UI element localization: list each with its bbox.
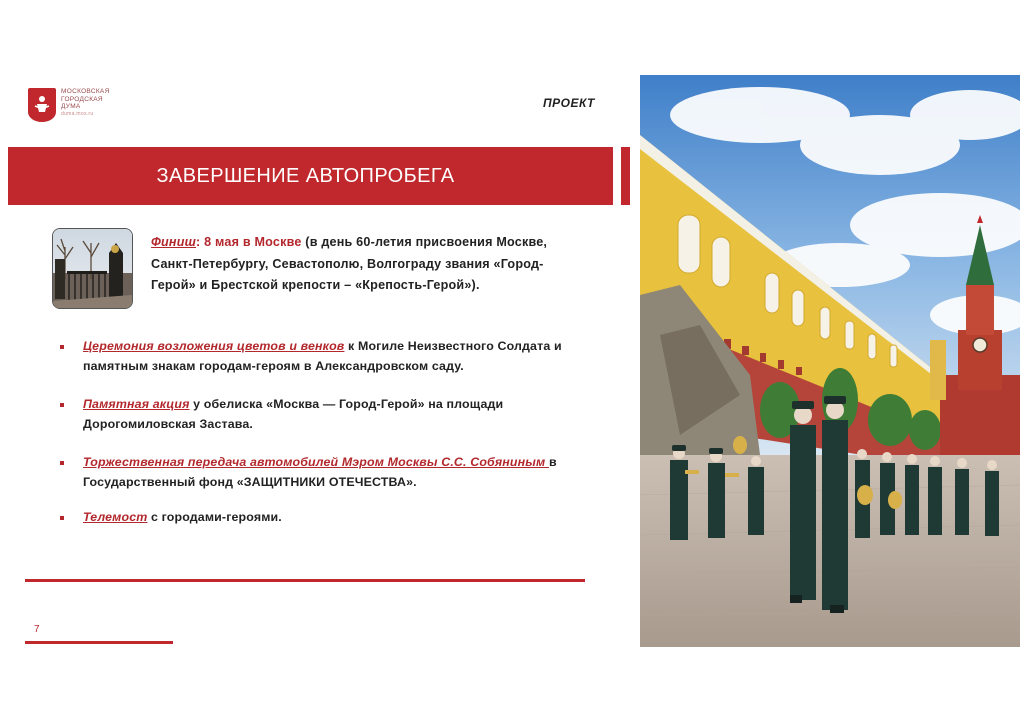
slide-title: ЗАВЕРШЕНИЕ АВТОПРОБЕГА: [156, 164, 455, 187]
list-item: [60, 337, 580, 376]
bullet-link: Памятная акция: [83, 397, 190, 411]
bullet-link: Телемост: [83, 510, 148, 524]
page-number: 7: [34, 624, 40, 635]
finish-colon: :: [196, 235, 201, 249]
finish-date: 8 мая в Москве: [204, 235, 302, 249]
bullet-link: Церемония возложения цветов и венков: [83, 339, 345, 353]
bullet-link: Торжественная передача автомобилей Мэром Москвы С.С. Собяниным: [83, 455, 549, 469]
org-url: duma.mos.ru: [61, 110, 94, 117]
title-banner: [8, 147, 613, 205]
duma-logo: [28, 88, 110, 122]
list-item: [60, 508, 580, 528]
finish-label: Финиш: [151, 235, 197, 249]
list-item: [60, 453, 580, 492]
finish-thumbnail-image: [52, 228, 133, 309]
org-name: [61, 88, 110, 118]
finish-text: (в день 60-летия присвоения Москве, Санкт-Петербургу, Севастополю, Волгограду звания «Город-Герой» и Брестской крепости – «Крепость-Герой»).: [151, 235, 548, 292]
event-list: [60, 337, 580, 528]
moscow-emblem-icon: [28, 88, 56, 122]
org-line-1: МОСКОВСКАЯ: [61, 88, 110, 95]
bullet-text: в Государственный фонд «ЗАЩИТНИКИ ОТЕЧЕСТВА».: [83, 455, 557, 489]
bottom-rule: [25, 579, 585, 582]
bullet-text: у обелиска «Москва — Город-Герой» на площади Дорогомиловская Застава.: [83, 397, 504, 431]
list-item: [60, 395, 580, 434]
finish-paragraph: [151, 232, 571, 297]
bullet-text: с городами-героями.: [147, 510, 282, 524]
footer-rule: [25, 641, 173, 644]
project-label: ПРОЕКТ: [543, 96, 595, 110]
kremlin-military-band-photo: [640, 75, 1020, 647]
org-line-3: ДУМА: [61, 103, 81, 110]
org-line-2: ГОРОДСКАЯ: [61, 95, 103, 103]
bullet-text: к Могиле Неизвестного Солдата и памятным знакам городам-героям в Александровском саду.: [83, 339, 562, 373]
title-accent-block: [621, 147, 630, 205]
